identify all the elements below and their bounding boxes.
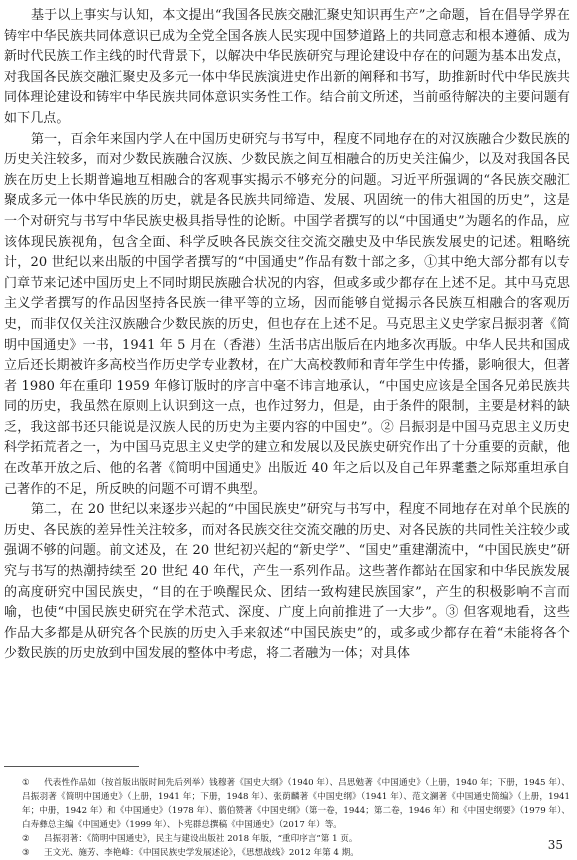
- footnote-3-mark: ③: [22, 848, 30, 858]
- footnote-1-text: 代表性作品如（按首版出版时间先后列举）钱穆著《国史大纲》（1940 年）、吕思勉著《中国通史》（上册，1940 年；下册，1945 年）、吕振羽著《简明中国通史》（上册，1941 年；下册，1948 年）、张荫麟著《中国史纲》（1941 年）、范文澜著《中国通史简编》（上册，1941 年；中册，1942 年）和《中国通史》（1978 年）、翦伯赞著《中国史纲》（第一卷，1944；第二卷，1946 年）和《中国史纲要》（1979 年）、白寿彝总主编《中国通史》（1999 年）、卜宪群总撰稿《中国通史》（2017 年）等。: [22, 778, 570, 830]
- footnotes: [4, 776, 570, 860]
- footnote-1: [4, 776, 570, 832]
- footnote-3: [4, 846, 570, 860]
- body-text: [4, 6, 570, 665]
- page-number: 35: [547, 838, 563, 852]
- footnote-2-text: 吕振羽著：《简明中国通史》，民主与建设出版社 2018 年版，“重印序言”第 1 页。: [44, 834, 358, 844]
- paragraph-intro: 基于以上事实与认知，本文提出“我国各民族交融汇聚史知识再生产”之命题，旨在倡导学界在铸牢中华民族共同体意识已成为全党全国各族人民实现中国梦道路上的共同意志和根本遵循、成为新时代民族工作主线的时代背景下，以解决中华民族研究与理论建设中存在的问题为基本出发点，对我国各民族交融汇聚史及多元一体中华民族演进史作出新的阐释和书写，助推新时代中华民族共同体理论建设和铸牢中华民族共同体意识实务性工作。结合前文所述，当前亟待解决的主要问题有如下几点。: [4, 8, 570, 126]
- paragraph-second-point: 第二，在 20 世纪以来逐步兴起的“中国民族史”研究与书写中，程度不同地存在对单个民族的历史、各民族的差异性关注较多，而对各民族交往交流交融的历史、对各民族的共同性关注较少或强调不够的问题。前文述及，在 20 世纪初兴起的“新史学”、“国史”重建潮流中，“中国民族史”研究与书写的热潮持续至 20 世纪 40 年代，产生一系列作品。这些著作都站在国家和中华民族发展的高度研究中国民族史，“目的在于唤醒民众、团结一致构建民族国家”，产生的积极影响不言而喻，也使“中国民族史研究在学术范式、深度、广度上向前推进了一大步”。③ 但客观地看，这些作品大多都是从研究各个民族的历史入手来叙述“中国民族史”的，或多或少都存在着“未能将各个少数民族的历史放到中国发展的整体中考虑，将二者融为一体；对具体: [4, 502, 570, 662]
- footnote-1-mark: ①: [22, 778, 30, 788]
- footnote-2-mark: ②: [22, 834, 30, 844]
- footnote-divider: [4, 766, 139, 767]
- footnote-3-text: 王文光、施芳、李艳峰：《中国民族史学发展述论》，《思想战线》2012 年第 4 期。: [44, 848, 359, 858]
- footnote-2: [4, 832, 570, 846]
- paragraph-first-point: 第一，百余年来国内学人在中国历史研究与书写中，程度不同地存在的对汉族融合少数民族的历史关注较多，而对少数民族融合汉族、少数民族之间互相融合的历史关注偏少，以及对我国各民族在历史上长期普遍地互相融合的客观事实揭示不够充分的问题。习近平所强调的“各民族交融汇聚成多元一体中华民族的历史，就是各民族共同缔造、发展、巩固统一的伟大祖国的历史”，这是一个对研究与书写中华民族史极具指导性的论断。中国学者撰写的以“中国通史”为题名的作品，应该体现民族视角，包含全面、科学反映各民族交往交流交融史及中华民族发展史的记述。粗略统计，20 世纪以来出版的中国学者撰写的“中国通史”作品有数十部之多，①其中绝大部分都有以专门章节来记述中国历史上不同时期民族融合状况的内容，但或多或少都存在上述不足。其中马克思主义学者撰写的作品因坚持各民族一律平等的立场，因而能够自觉揭示各民族互相融合的客观历史，而非仅仅关注汉族融合少数民族的历史，但也存在上述不足。马克思主义史学家吕振羽著《简明中国通史》一书，1941 年 5 月在（香港）生活书店出版后在内地多次再版。中华人民共和国成立后还长期被许多高校当作历史学专业教材，在广大高校教师和青年学生中传播，影响很大，但著者 1980 年在重印 1959 年修订版时的序言中毫不讳言地承认，“中国史应该是全国各兄弟民族共同的历史，我虽然在原则上认识到这一点，也作过努力，但是，由于条件的限制，主要是材料的缺乏，我这部书还只能说是汉族人民的历史为主要内容的中国史”。② 吕振羽是中国马克思主义历史科学拓荒者之一，为中国马克思主义史学的建立和发展以及民族史研究作出了十分重要的贡献，他在改革开放之后、他的名著《简明中国通史》出版近 40 年之后以及自己年界耄耋之际郑重坦承自己著作的不足，所反映的问题不可谓不典型。: [4, 131, 570, 497]
